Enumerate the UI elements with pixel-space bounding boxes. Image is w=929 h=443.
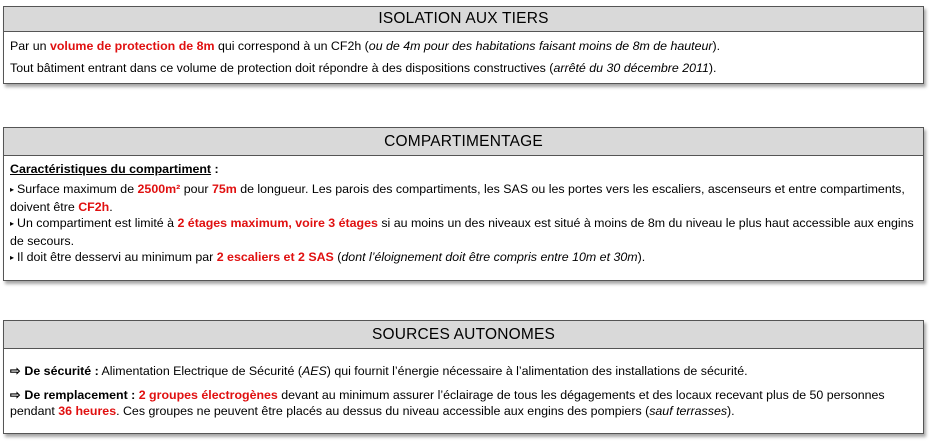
source-securite-label: De sécurité : [24,364,99,378]
text-run: ). [708,61,717,75]
highlight-length: 75m [211,182,237,196]
text-run: devant au minimum assurer l’éclairage de tous les dégagements et des locaux recevant plus de 50 personnes pendant [10,388,885,418]
highlight-etages: 2 étages maximum, voire 3 étages [177,216,378,230]
arrow-right-icon: ⇨ [10,364,21,378]
source-remplacement [10,387,917,419]
text-run: Alimentation Electrique de Sécurité ( [98,364,302,378]
highlight-escaliers: 2 escaliers et 2 SAS [216,250,334,264]
text-run: : [211,162,219,176]
arrow-right-icon: ⇨ [10,388,21,402]
compartimentage-section [3,127,924,281]
italic-note: ou de 4m pour des habitations faisant moins de 8m de hauteur [368,39,713,53]
sources-section [3,320,924,434]
text-run: . Ces groupes ne peuvent être placés au dessus du niveau accessible aux engins des pompiers ( [116,404,650,418]
isolation-paragraph-2 [10,60,917,76]
text-run: ). [727,404,735,418]
text-run: Tout bâtiment entrant dans ce volume de protection doit répondre à des dispositions constructives ( [10,61,554,75]
isolation-body [4,32,923,80]
text-run: . [109,200,113,214]
text-run: qui correspond à un CF2h ( [214,39,369,53]
text-run: Par un [10,39,50,53]
isolation-paragraph-1 [10,38,917,54]
compartimentage-body [4,156,923,271]
bullet-icon: ▸ [10,253,15,262]
text-run: Il doit être desservi au minimum par [17,250,217,264]
isolation-title: ISOLATION AUX TIERS [4,7,923,32]
bullet-icon: ▸ [10,219,15,228]
compartiment-bullet-3 [10,249,917,267]
highlight-heures: 36 heures [58,404,117,418]
isolation-section [3,6,924,84]
text-run: ). [637,250,646,264]
text-run: de longueur. Les parois des compartiments, les SAS ou les portes vers les escaliers, ascenseurs et entre compartiments, doivent être [10,182,905,214]
bullet-icon: ▸ [10,185,15,194]
highlight-volume: volume de protection de 8m [49,39,215,53]
compartiment-heading [10,161,917,177]
text-run: ). [712,39,721,53]
compartiment-bullet-1 [10,181,917,215]
compartimentage-title: COMPARTIMENTAGE [4,128,923,156]
highlight-surface: 2500m² [137,182,181,196]
highlight-groupes: 2 groupes électrogènes [138,388,278,402]
source-securite [10,363,917,379]
italic-terrasses: sauf terrasses [649,404,728,418]
text-run: Surface maximum de [17,182,138,196]
italic-aes: AES [301,364,327,378]
compartiment-bullet-2 [10,215,917,249]
text-run: si au moins un des niveaux est situé à moins de 8m du niveau le plus haut accessible aux engins de secours. [10,216,914,248]
italic-eloignement: dont l’éloignement doit être compris entre 10m et 30m [341,250,638,264]
highlight-cf2h: CF2h [78,200,110,214]
text-run: Un compartiment est limité à [17,216,178,230]
text-run: ( [333,250,342,264]
text-run: ) qui fournit l’énergie nécessaire à l’alimentation des installations de sécurité. [326,364,748,378]
compartiment-heading-text: Caractéristiques du compartiment [10,162,212,176]
sources-body [4,349,923,423]
source-remplacement-label: De remplacement : [24,388,136,402]
text-run: pour [180,182,212,196]
italic-arrete: arrêté du 30 décembre 2011 [553,61,709,75]
sources-title: SOURCES AUTONOMES [4,321,923,349]
